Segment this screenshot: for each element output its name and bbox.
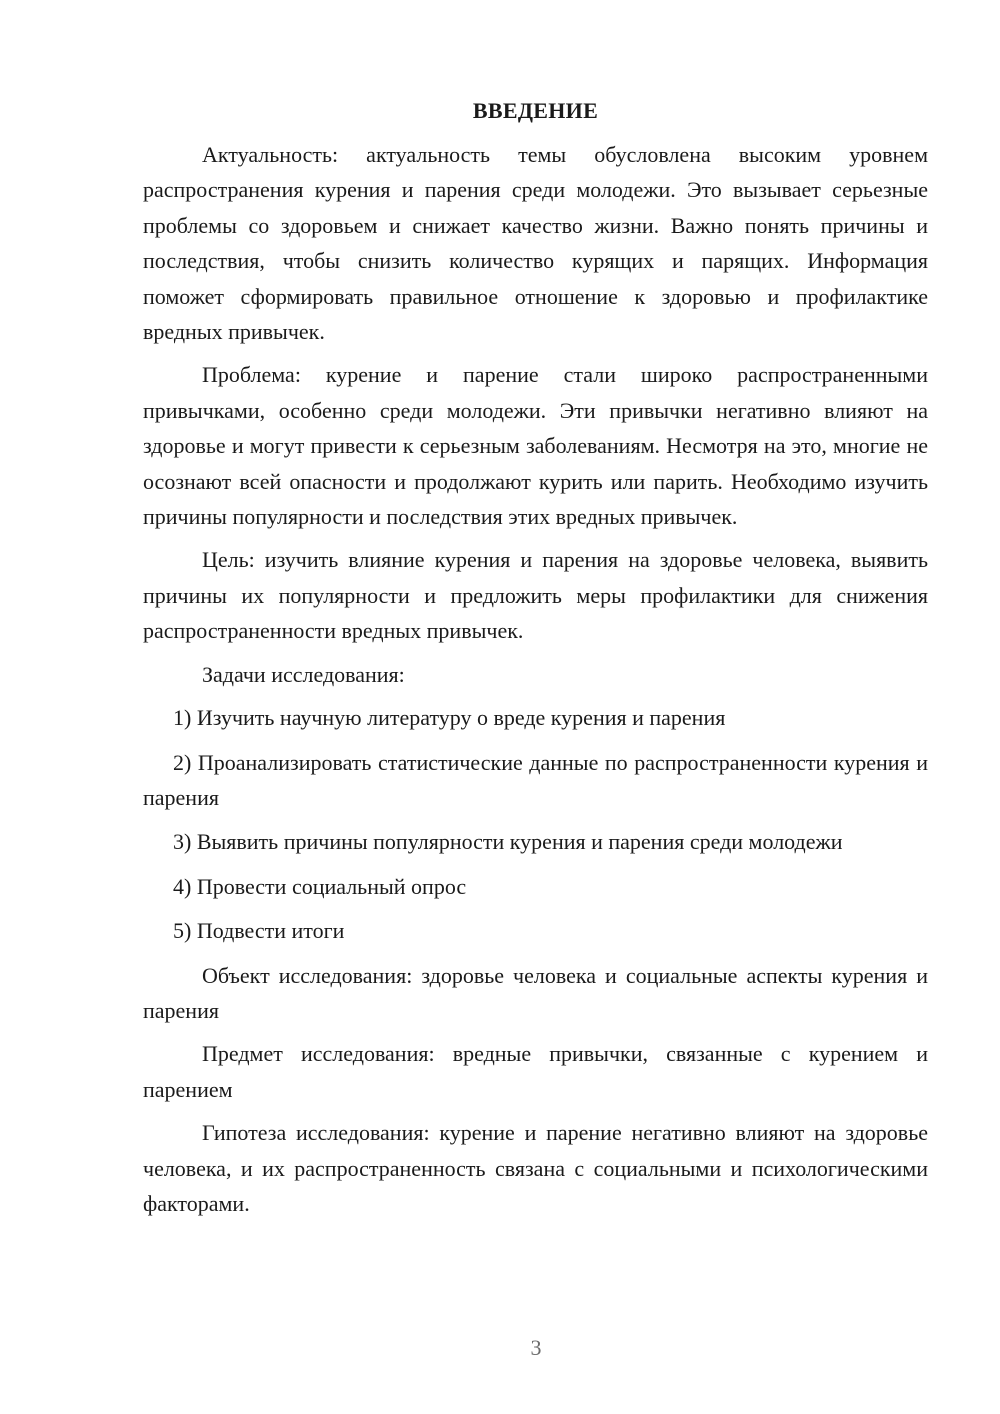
section-title: ВВЕДЕНИЕ (472, 98, 599, 123)
task-item-5: 5) Подвести итоги (173, 918, 345, 944)
task-item-4: 4) Провести социальный опрос (173, 873, 467, 899)
task-item-2: 2) Проанализировать статистические данные по распространенности курения и парения (143, 749, 928, 810)
paragraph-object: Объект исследования: здоровье человека и социальные аспекты курения и парения (143, 962, 928, 1023)
paragraph-relevance: Актуальность: актуальность темы обусловлена высоким уровнем распространения курения и парения среди молодежи. Это вызывает серьезные проблемы со здоровьем и снижает качество жизни. Важно понять причины и последствия, чтобы снизить количество курящих и парящих. Информация поможет сформировать правильное отношение к здоровью и профилактике вредных привычек. (143, 142, 928, 345)
tasks-heading: Задачи исследования: (202, 661, 405, 687)
page-number: 3 (530, 1335, 542, 1360)
paragraph-subject: Предмет исследования: вредные привычки, связанные с курением и парением (143, 1041, 928, 1102)
task-item-1: 1) Изучить научную литературу о вреде курения и парения (173, 705, 726, 731)
paragraph-hypothesis: Гипотеза исследования: курение и парение негативно влияют на здоровье человека, и их распространенность связана с социальными и психологическими факторами. (143, 1120, 928, 1216)
paragraph-goal: Цель: изучить влияние курения и парения на здоровье человека, выявить причины их популярности и предложить меры профилактики для снижения распространенности вредных привычек. (143, 547, 928, 644)
paragraph-problem: Проблема: курение и парение стали широко распространенными привычками, особенно среди молодежи. Эти привычки негативно влияют на здоровье и могут привести к серьезным заболеваниям. Несмотря на это, многие не осознают всей опасности и продолжают курить или парить. Необходимо изучить причины популярности и последствия этих вредных привычек. (143, 362, 928, 530)
task-item-3: 3) Выявить причины популярности курения и парения среди молодежи (173, 829, 843, 855)
page-content (143, 95, 928, 1229)
